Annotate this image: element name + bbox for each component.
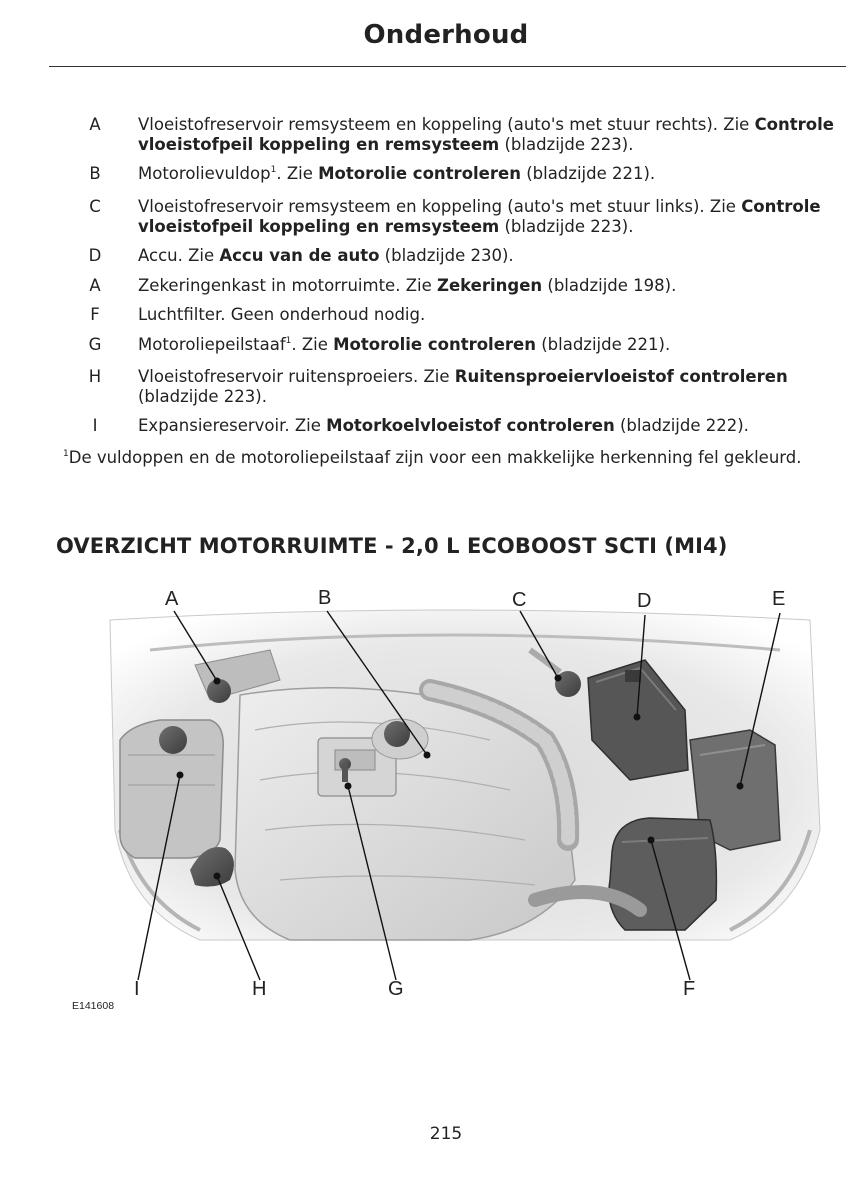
legend-description: Vloeistofreservoir ruitensproeiers. Zie Ruitensproeiervloeistof controleren (bladzijde 223). bbox=[138, 367, 788, 406]
legend-letter: A bbox=[89, 276, 101, 295]
footnote-marker: 1 bbox=[285, 336, 292, 346]
footnote-marker: 1 bbox=[63, 449, 69, 459]
legend-letter: G bbox=[88, 335, 102, 354]
legend-letter: F bbox=[90, 305, 100, 324]
cross-reference[interactable]: Ruitensproeiervloeistof controleren bbox=[454, 367, 788, 386]
section-heading: OVERZICHT MOTORRUIMTE - 2,0 L ECOBOOST SCTI (MI4) bbox=[56, 534, 728, 558]
legend-letter: H bbox=[88, 367, 102, 386]
legend-letter: I bbox=[92, 416, 98, 435]
legend-description: Zekeringenkast in motorruimte. Zie Zekeringen (bladzijde 198). bbox=[138, 276, 677, 295]
engine-bay-illustration bbox=[40, 580, 840, 1020]
legend-letter: B bbox=[89, 164, 101, 183]
cross-reference[interactable]: Controle vloeistofpeil koppeling en remsysteem bbox=[138, 115, 834, 154]
legend-description: Vloeistofreservoir remsysteem en koppeling (auto's met stuur rechts). Zie Controle vloeistofpeil koppeling en remsysteem (bladzijde 223). bbox=[138, 115, 834, 154]
callout-label-i: I bbox=[134, 978, 140, 1000]
page-number: 215 bbox=[429, 1124, 463, 1144]
footnote-marker: 1 bbox=[270, 165, 277, 175]
figure-code: E141608 bbox=[72, 1000, 115, 1012]
cross-reference[interactable]: Controle vloeistofpeil koppeling en remsysteem bbox=[138, 197, 821, 236]
page-header-title: Onderhoud bbox=[363, 20, 529, 50]
cross-reference[interactable]: Zekeringen bbox=[436, 276, 543, 295]
callout-label-b: B bbox=[318, 587, 332, 609]
legend-letter: C bbox=[89, 197, 101, 216]
legend-description: Vloeistofreservoir remsysteem en koppeling (auto's met stuur links). Zie Controle vloeistofpeil koppeling en remsysteem (bladzijde 223). bbox=[138, 197, 821, 236]
cross-reference[interactable]: Motorolie controleren bbox=[333, 335, 536, 354]
cross-reference[interactable]: Accu van de auto bbox=[219, 246, 380, 265]
legend-description: Motoroliepeilstaaf$^1$. Zie Motorolie controleren (bladzijde 221). bbox=[138, 335, 671, 354]
legend-letter: A bbox=[89, 115, 101, 134]
callout-label-d: D bbox=[637, 590, 652, 612]
cross-reference[interactable]: Motorkoelvloeistof controleren bbox=[326, 416, 615, 435]
header-divider bbox=[49, 66, 846, 67]
callout-label-f: F bbox=[683, 978, 696, 1000]
callout-label-e: E bbox=[772, 588, 786, 610]
legend-description: Motorolievuldop$^1$. Zie Motorolie controleren (bladzijde 221). bbox=[138, 164, 656, 183]
footnote: $^1$De vuldoppen en de motoroliepeilstaaf zijn voor een makkelijke herkenning fel gekleurd. bbox=[63, 448, 802, 467]
cross-reference[interactable]: Motorolie controleren bbox=[318, 164, 521, 183]
callout-label-c: C bbox=[512, 589, 527, 611]
engine-bay-drawing bbox=[40, 580, 840, 1020]
callout-label-g: G bbox=[388, 978, 404, 1000]
callout-label-h: H bbox=[252, 978, 267, 1000]
legend-description: Luchtfilter. Geen onderhoud nodig. bbox=[138, 305, 426, 324]
legend-description: Accu. Zie Accu van de auto (bladzijde 230). bbox=[138, 246, 514, 265]
legend-description: Expansiereservoir. Zie Motorkoelvloeistof controleren (bladzijde 222). bbox=[138, 416, 749, 435]
legend-letter: D bbox=[88, 246, 102, 265]
callout-label-a: A bbox=[165, 588, 179, 610]
